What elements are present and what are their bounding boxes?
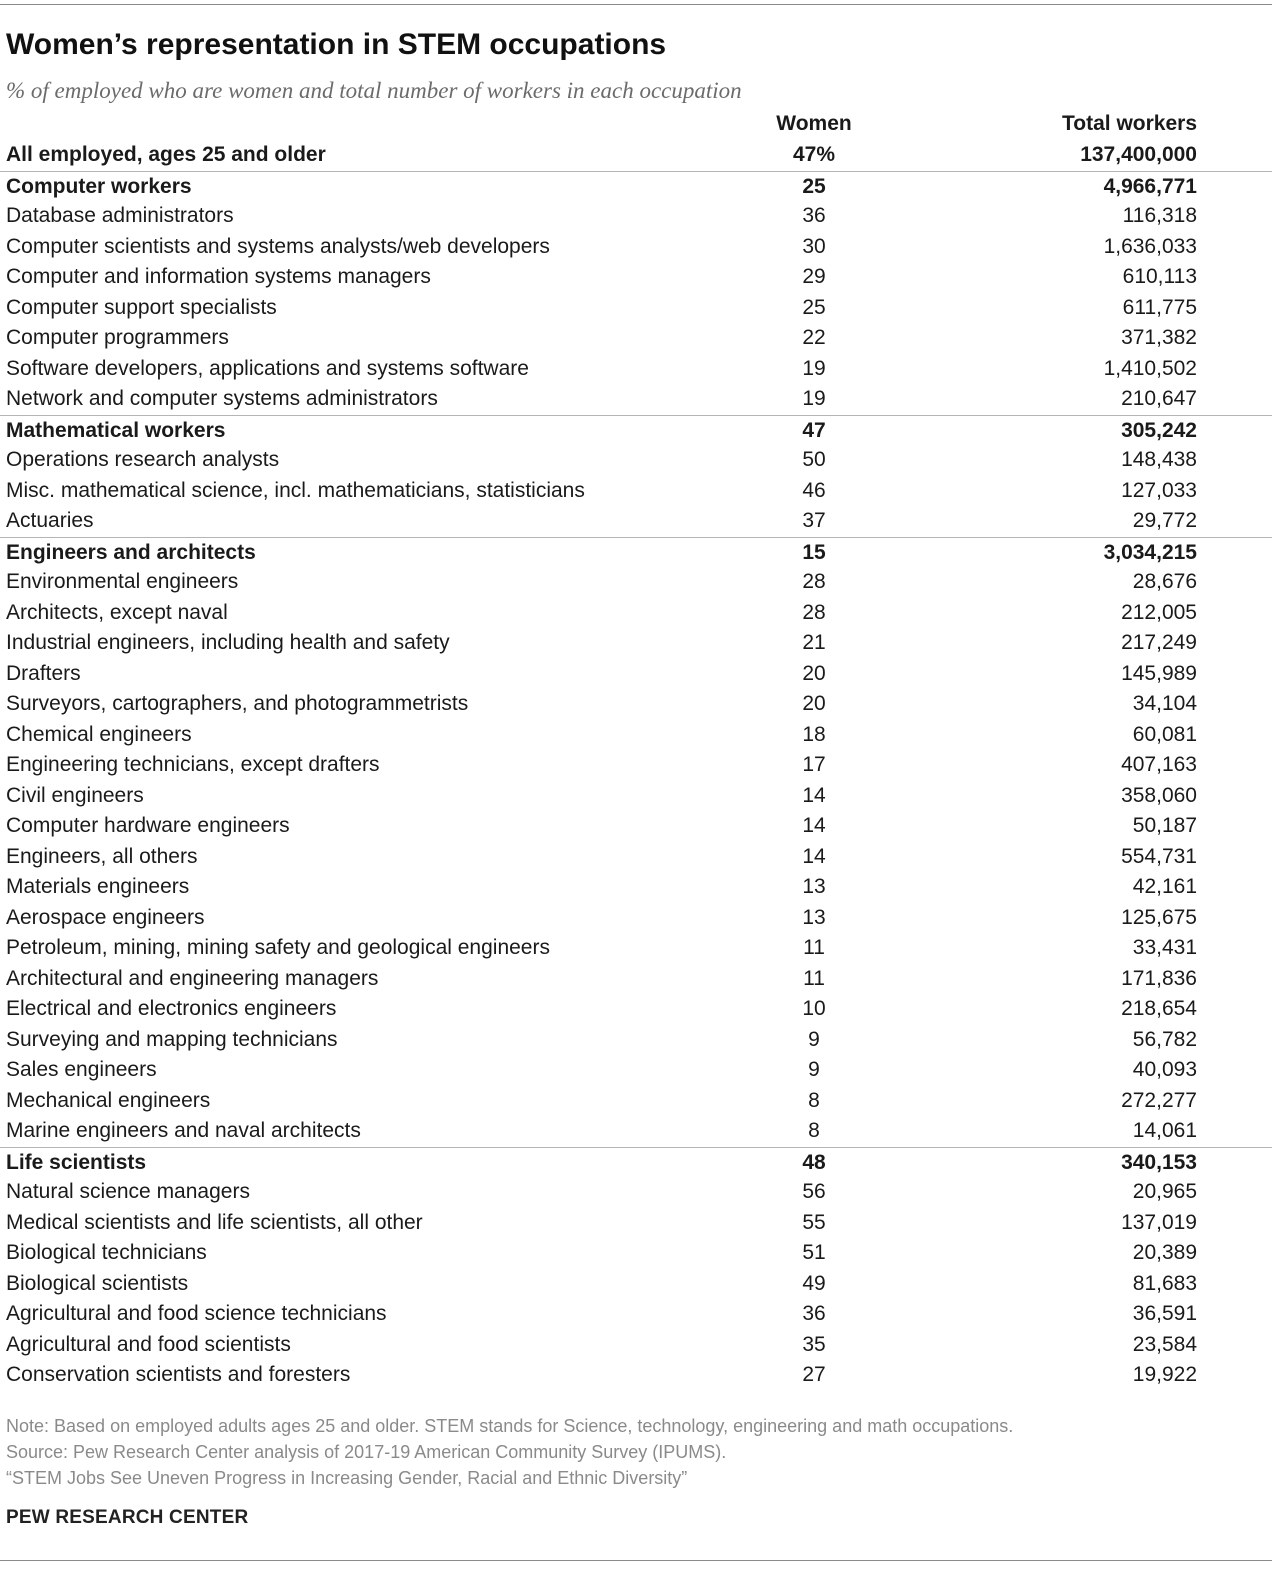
women-percent: 49: [802, 1272, 826, 1295]
total-workers: 1,636,033: [1103, 235, 1197, 258]
table-row: [0, 781, 1272, 811]
table-row: [0, 293, 1272, 323]
women-percent: 8: [808, 1119, 820, 1142]
row-label: Natural science managers: [6, 1180, 250, 1203]
total-workers: 36,591: [1132, 1302, 1197, 1325]
total-workers: 217,249: [1121, 631, 1197, 654]
women-percent: 14: [802, 814, 826, 837]
women-percent: 36: [802, 1302, 826, 1325]
row-label: Materials engineers: [6, 875, 190, 898]
total-workers: 29,772: [1132, 509, 1197, 532]
table-group-row: [0, 537, 1272, 568]
women-percent: 37: [802, 509, 826, 532]
women-percent: 29: [802, 265, 826, 288]
women-percent: 30: [802, 235, 826, 258]
row-label: Engineering technicians, except drafters: [6, 753, 380, 776]
women-percent: 55: [802, 1211, 826, 1234]
table-row: [0, 1299, 1272, 1329]
women-percent: 13: [802, 875, 826, 898]
source-text: Source: Pew Research Center analysis of 2017-19 American Community Survey (IPUMS).: [6, 1442, 727, 1462]
women-percent: 56: [802, 1180, 826, 1203]
table-row: [0, 1360, 1272, 1390]
row-label: Computer and information systems managers: [6, 265, 431, 288]
table-row: [0, 1055, 1272, 1085]
row-label: Chemical engineers: [6, 723, 192, 746]
women-percent: 10: [802, 997, 826, 1020]
total-workers: 60,081: [1132, 723, 1197, 746]
row-label: Computer support specialists: [6, 296, 277, 319]
total-workers: 3,034,215: [1103, 541, 1197, 564]
table-row: [0, 1330, 1272, 1360]
table-row: [0, 598, 1272, 628]
women-percent: 18: [802, 723, 826, 746]
total-workers: 137,019: [1121, 1211, 1197, 1234]
table-row: [0, 811, 1272, 841]
women-percent: 36: [802, 204, 826, 227]
row-label: Environmental engineers: [6, 570, 239, 593]
row-label: Computer workers: [6, 175, 192, 198]
table-row: [0, 1238, 1272, 1268]
row-label: Biological scientists: [6, 1272, 189, 1295]
row-label: Architects, except naval: [6, 601, 228, 624]
total-workers: 611,775: [1122, 296, 1197, 319]
row-label: Drafters: [6, 662, 81, 685]
chart-title: Women’s representation in STEM occupations: [6, 28, 667, 61]
women-percent: 9: [808, 1028, 820, 1051]
row-label: Network and computer systems administrators: [6, 387, 438, 410]
women-percent: 48: [802, 1151, 826, 1174]
table-group-row: [0, 415, 1272, 446]
women-percent: 28: [802, 601, 826, 624]
row-label: Agricultural and food science technicians: [6, 1302, 387, 1325]
women-percent: 13: [802, 906, 826, 929]
total-workers: 23,584: [1132, 1333, 1197, 1356]
row-label: Petroleum, mining, mining safety and geological engineers: [6, 936, 550, 959]
total-workers: 407,163: [1121, 753, 1197, 776]
table-row: [0, 476, 1272, 506]
women-percent: 25: [802, 175, 826, 198]
women-percent: 20: [802, 662, 826, 685]
total-workers: 56,782: [1132, 1028, 1197, 1051]
total-workers: 50,187: [1132, 814, 1197, 837]
table-row: [0, 994, 1272, 1024]
table-row: [0, 323, 1272, 353]
women-percent: 20: [802, 692, 826, 715]
total-workers: 305,242: [1121, 419, 1197, 442]
table-row: [0, 445, 1272, 475]
table-row: [0, 659, 1272, 689]
row-label: Life scientists: [6, 1151, 147, 1174]
women-percent: 25: [802, 296, 826, 319]
table-row: [0, 720, 1272, 750]
row-label: Computer hardware engineers: [6, 814, 290, 837]
women-percent: 47: [802, 419, 826, 442]
row-label: Marine engineers and naval architects: [6, 1119, 361, 1142]
total-workers: 148,438: [1121, 448, 1197, 471]
women-percent: 17: [802, 753, 826, 776]
row-label: Software developers, applications and systems software: [6, 357, 529, 380]
row-label: Architectural and engineering managers: [6, 967, 379, 990]
row-label: Electrical and electronics engineers: [6, 997, 337, 1020]
total-workers: 171,836: [1121, 967, 1197, 990]
row-label: Conservation scientists and foresters: [6, 1363, 351, 1386]
total-workers: 125,675: [1121, 906, 1197, 929]
total-workers: 127,033: [1121, 479, 1197, 502]
row-label: Computer programmers: [6, 326, 229, 349]
row-label: Mathematical workers: [6, 419, 226, 442]
table-row: [0, 689, 1272, 719]
women-percent: 11: [803, 936, 825, 959]
table-row: [0, 1269, 1272, 1299]
women-percent: 14: [802, 784, 826, 807]
table-row: [0, 201, 1272, 231]
row-label: Computer scientists and systems analysts/web developers: [6, 235, 550, 258]
total-workers: 610,113: [1122, 265, 1197, 288]
table-row: [0, 1208, 1272, 1238]
total-workers: 40,093: [1132, 1058, 1197, 1081]
total-workers: 116,318: [1122, 204, 1197, 227]
row-label: All employed, ages 25 and older: [6, 143, 326, 166]
row-label: Misc. mathematical science, incl. mathematicians, statisticians: [6, 479, 585, 502]
women-percent: 22: [802, 326, 826, 349]
total-workers: 145,989: [1121, 662, 1197, 685]
table-row: [0, 964, 1272, 994]
table-row: [0, 506, 1272, 536]
table-row: [0, 1177, 1272, 1207]
women-percent: 27: [802, 1363, 826, 1386]
total-workers: 14,061: [1132, 1119, 1197, 1142]
row-label: Biological technicians: [6, 1241, 207, 1264]
total-workers: 28,676: [1132, 570, 1197, 593]
women-percent: 19: [802, 387, 826, 410]
table-row: [0, 628, 1272, 658]
row-label: Surveyors, cartographers, and photogrammetrists: [6, 692, 469, 715]
women-percent: 14: [802, 845, 826, 868]
women-percent: 15: [802, 541, 826, 564]
row-label: Industrial engineers, including health and safety: [6, 631, 450, 654]
women-percent: 9: [808, 1058, 820, 1081]
total-workers: 20,965: [1132, 1180, 1197, 1203]
women-percent: 47%: [792, 143, 836, 166]
total-workers: 19,922: [1132, 1363, 1197, 1386]
pew-logo: PEW RESEARCH CENTER: [6, 1507, 249, 1528]
column-header-women: Women: [776, 112, 852, 135]
row-label: Mechanical engineers: [6, 1089, 211, 1112]
table-row: [0, 750, 1272, 780]
total-workers: 371,382: [1121, 326, 1197, 349]
total-workers: 218,654: [1121, 997, 1197, 1020]
table-row: [0, 232, 1272, 262]
women-percent: 28: [802, 570, 826, 593]
row-label: Aerospace engineers: [6, 906, 205, 929]
total-workers: 33,431: [1132, 936, 1197, 959]
row-label: Engineers, all others: [6, 845, 198, 868]
table-row: [0, 384, 1272, 414]
row-label: Actuaries: [6, 509, 94, 532]
table-row: [0, 842, 1272, 872]
table-row: [0, 933, 1272, 963]
report-title-text: “STEM Jobs See Uneven Progress in Increasing Gender, Racial and Ethnic Diversity”: [6, 1468, 688, 1488]
row-label: Surveying and mapping technicians: [6, 1028, 338, 1051]
table-group-row: [0, 171, 1272, 202]
table-group-row: [0, 140, 1272, 170]
table-row: [0, 262, 1272, 292]
row-label: Engineers and architects: [6, 541, 256, 564]
women-percent: 19: [802, 357, 826, 380]
women-percent: 35: [802, 1333, 826, 1356]
table-row: [0, 1116, 1272, 1146]
table-group-row: [0, 1147, 1272, 1178]
row-label: Medical scientists and life scientists, all other: [6, 1211, 423, 1234]
women-percent: 51: [802, 1241, 826, 1264]
table-row: [0, 567, 1272, 597]
row-label: Agricultural and food scientists: [6, 1333, 291, 1356]
row-label: Civil engineers: [6, 784, 144, 807]
row-label: Database administrators: [6, 204, 234, 227]
chart-subtitle: % of employed who are women and total number of workers in each occupation: [6, 78, 742, 103]
women-percent: 21: [802, 631, 826, 654]
row-label: Sales engineers: [6, 1058, 157, 1081]
total-workers: 554,731: [1121, 845, 1197, 868]
total-workers: 34,104: [1132, 692, 1197, 715]
top-rule: [0, 4, 1272, 5]
table-row: [0, 1086, 1272, 1116]
table-row: [0, 872, 1272, 902]
women-percent: 50: [802, 448, 826, 471]
women-percent: 11: [803, 967, 825, 990]
women-percent: 8: [808, 1089, 820, 1112]
total-workers: 212,005: [1121, 601, 1197, 624]
note-text: Note: Based on employed adults ages 25 and older. STEM stands for Science, technology, engineering and math occupations.: [6, 1416, 1014, 1436]
total-workers: 272,277: [1121, 1089, 1197, 1112]
table-row: [0, 354, 1272, 384]
total-workers: 137,400,000: [1080, 143, 1197, 166]
table-row: [0, 903, 1272, 933]
row-label: Operations research analysts: [6, 448, 280, 471]
total-workers: 42,161: [1132, 875, 1197, 898]
total-workers: 81,683: [1132, 1272, 1197, 1295]
total-workers: 20,389: [1132, 1241, 1197, 1264]
column-header-total-workers: Total workers: [1062, 112, 1197, 135]
total-workers: 1,410,502: [1103, 357, 1197, 380]
total-workers: 210,647: [1121, 387, 1197, 410]
total-workers: 340,153: [1121, 1151, 1197, 1174]
total-workers: 358,060: [1121, 784, 1197, 807]
table-row: [0, 1025, 1272, 1055]
bottom-rule: [0, 1560, 1272, 1561]
women-percent: 46: [802, 479, 826, 502]
total-workers: 4,966,771: [1103, 175, 1197, 198]
